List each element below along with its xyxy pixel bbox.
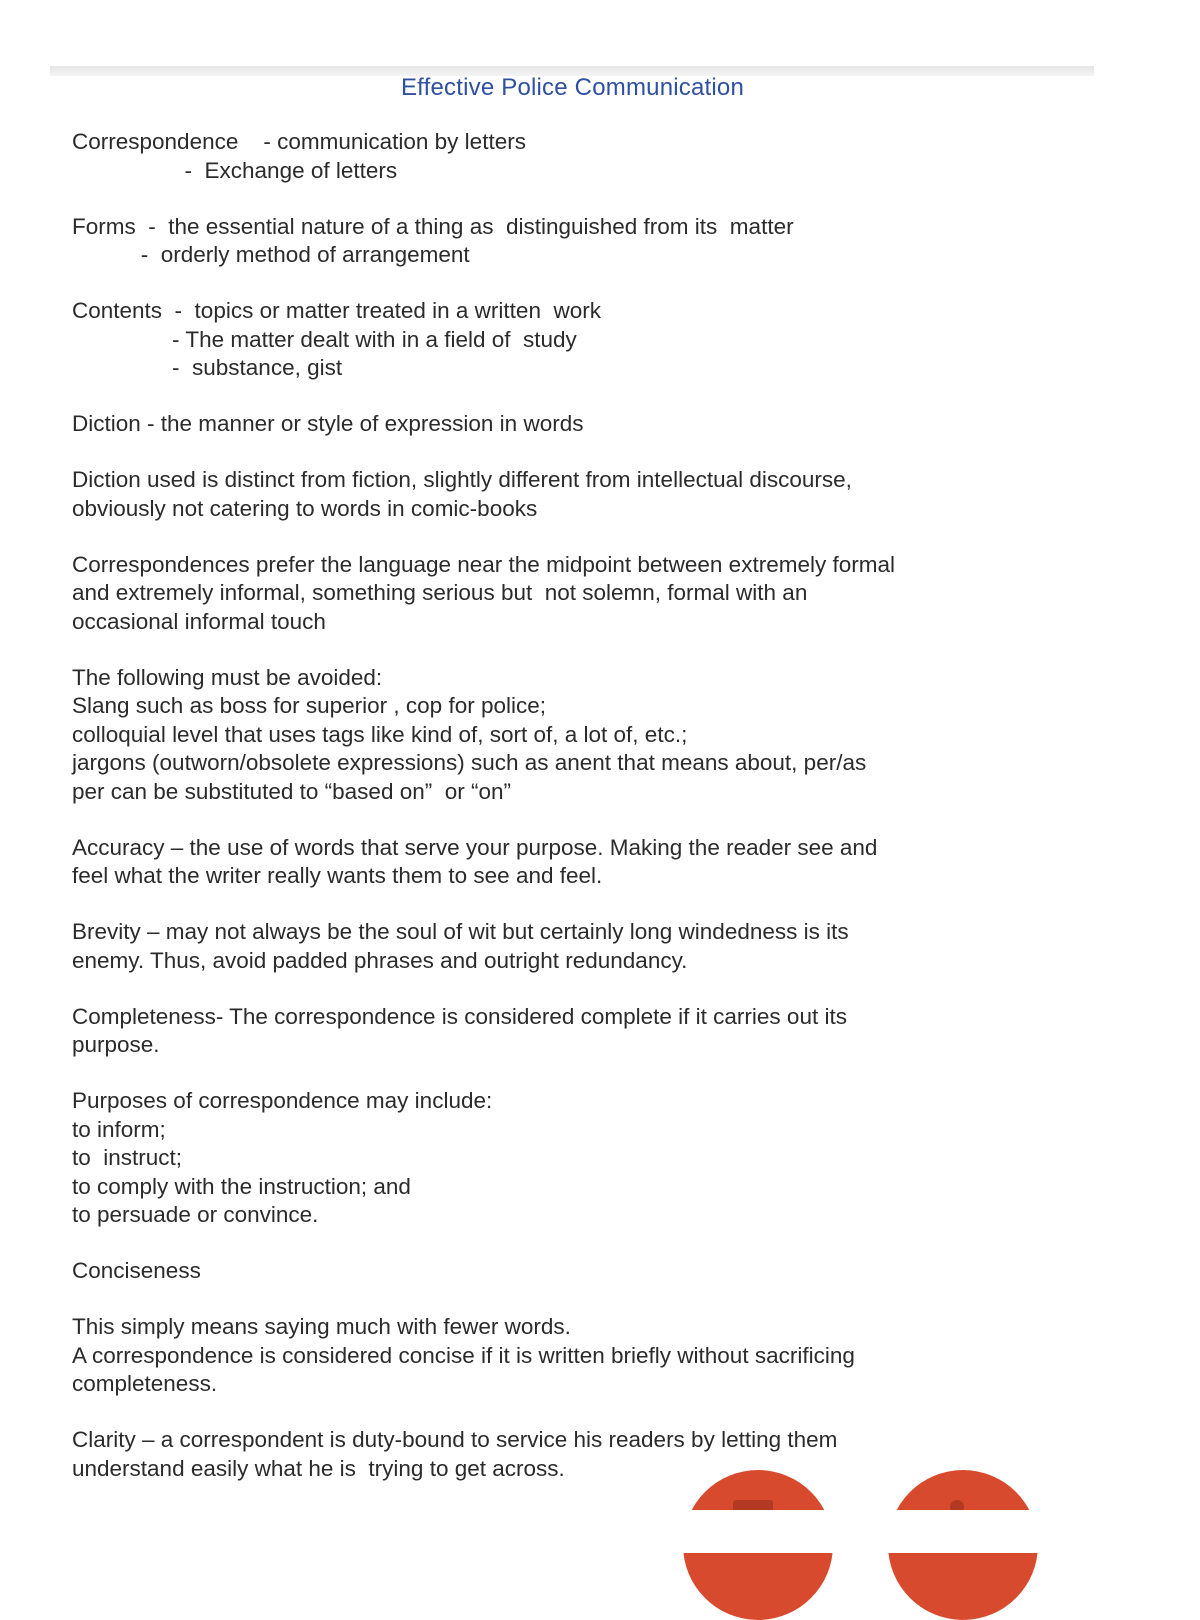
text-line: Correspondence - communication by letters (72, 129, 526, 154)
section-heading: Conciseness (72, 1258, 201, 1283)
page-bottom-margin (0, 1510, 1200, 1553)
text-line: Correspondences prefer the language near the midpoint between extremely formal (72, 551, 895, 577)
text-line: Forms - the essential nature of a thing as distinguished from its matter (72, 213, 794, 239)
text-line: Contents - topics or matter treated in a written work (72, 298, 601, 323)
text-line: A correspondence is considered concise if it is written briefly without sacrificing (72, 1342, 855, 1368)
text-line: and extremely informal, something serious but not solemn, formal with an (72, 580, 808, 605)
text-line: Purposes of correspondence may include: (72, 1088, 493, 1113)
text-line: colloquial level that uses tags like kind of, sort of, a lot of, etc.; (72, 721, 688, 747)
text-line: Brevity – may not always be the soul of wit but certainly long windedness is its (72, 919, 849, 944)
text-line: - The matter dealt with in a field of study (72, 326, 577, 352)
text-line: This simply means saying much with fewer words. (72, 1314, 571, 1339)
text-line: - Exchange of letters (72, 157, 398, 183)
text-line: - substance, gist (72, 355, 343, 380)
text-line: obviously not catering to words in comic-books (72, 495, 538, 521)
text-line: per can be substituted to “based on” or “on” (72, 778, 512, 804)
text-line: jargons (outworn/obsolete expressions) such as anent that means about, per/as (72, 750, 867, 775)
text-line: Clarity – a correspondent is duty-bound to service his readers by letting them (72, 1427, 838, 1452)
text-line: purpose. (72, 1032, 160, 1057)
text-line: to comply with the instruction; and (72, 1173, 411, 1199)
text-line: feel what the writer really wants them to see and feel. (72, 863, 603, 888)
text-line: understand easily what he is trying to get across. (72, 1455, 565, 1481)
document-body (72, 128, 1102, 1483)
text-line: Completeness- The correspondence is considered complete if it carries out its (72, 1003, 847, 1029)
text-line: completeness. (72, 1371, 218, 1396)
text-line: occasional informal touch (72, 608, 326, 634)
text-line: Slang such as boss for superior , cop for police; (72, 693, 546, 718)
text-line: - orderly method of arrangement (72, 242, 470, 267)
text-line: enemy. Thus, avoid padded phrases and outright redundancy. (72, 947, 688, 973)
text-line: to inform; (72, 1116, 166, 1142)
text-line: The following must be avoided: (72, 664, 383, 690)
text-line: Accuracy – the use of words that serve your purpose. Making the reader see and (72, 834, 878, 860)
text-line: Diction - the manner or style of expression in words (72, 411, 584, 436)
page-title: Effective Police Communication (400, 74, 745, 101)
text-line: Diction used is distinct from fiction, slightly different from intellectual discourse, (72, 467, 852, 492)
text-line: to persuade or convince. (72, 1202, 319, 1227)
text-line: to instruct; (72, 1145, 183, 1170)
